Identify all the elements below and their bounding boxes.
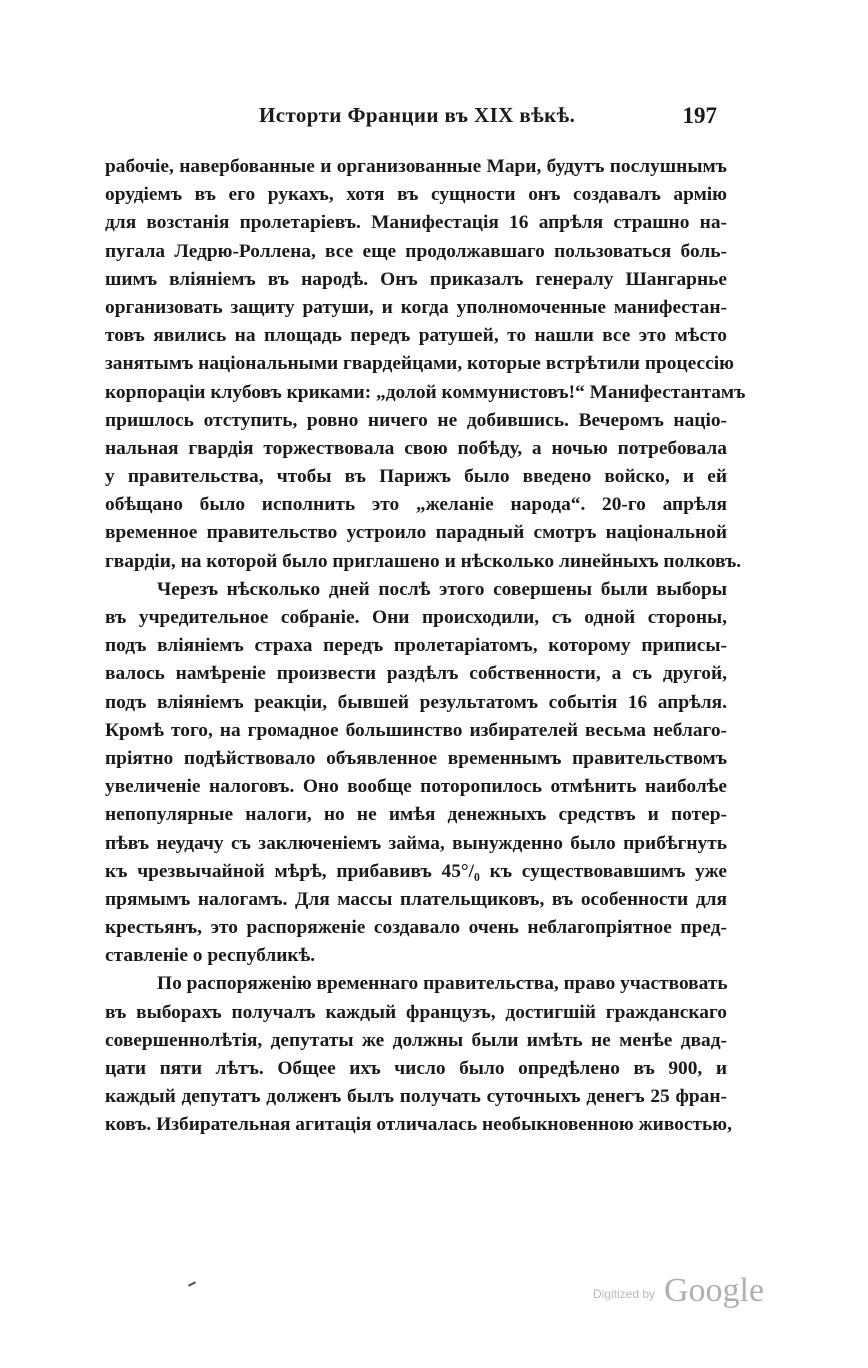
text-line: Кромѣ того, на громадное большинство избирателей весьма неблаго- — [105, 719, 727, 741]
ink-speck — [188, 1281, 196, 1286]
text-line: корпораціи клубовъ криками: „долой коммунистовъ!“ Манифестантамъ — [105, 381, 746, 403]
text-line: у правительства, чтобы въ Парижъ было введено войско, и ей — [105, 466, 727, 488]
text-line: увеличеніе налоговъ. Оно вообще поторопилось отмѣнить наиболѣе — [105, 776, 727, 798]
text-line: пѣвъ неудачу съ заключеніемъ займа, вынужденно было прибѣгнуть — [105, 832, 727, 854]
text-line: ставленіе о республикѣ. — [105, 945, 316, 967]
text-line: обѣщано было исполнить это „желаніе народа“. 20-го апрѣля — [105, 494, 727, 516]
body-text — [105, 153, 746, 1140]
text-line: совершеннолѣтія, депутаты же должны были имѣть не менѣе двад- — [105, 1029, 727, 1051]
text-line: въ выборахъ получалъ каждый французъ, достигшій гражданскаго — [105, 1001, 727, 1023]
text-line: для возстанія пролетаріевъ. Манифестація 16 апрѣля страшно на- — [105, 212, 727, 234]
text-line: товъ явились на площадь передъ ратушей, то нашли все это мѣсто — [105, 325, 727, 347]
text-line: занятымъ національными гвардейцами, которые встрѣтили процессію — [105, 353, 734, 375]
text-line: въ учредительное собраніе. Они происходили, съ одной стороны, — [105, 607, 727, 628]
text-line: организовать защиту ратуши, и когда уполномоченные манифестан- — [105, 296, 727, 318]
text-line: гвардіи, на которой было приглашено и нѣсколько линейныхъ полковъ. — [105, 550, 742, 572]
running-header — [105, 103, 717, 133]
text-line: орудіемъ въ его рукахъ, хотя въ сущности онъ создавалъ армію — [105, 184, 727, 206]
text-line: непопулярные налоги, но не имѣя денежныхъ средствъ и потер- — [105, 804, 727, 826]
text-line: Черезъ нѣсколько дней послѣ этого совершены были выборы — [157, 578, 727, 600]
text-line: пугала Ледрю-Роллена, все еще продолжавшаго пользоваться боль- — [105, 240, 727, 262]
text-line: пріятно подѣйствовало объявленное временнымъ правительствомъ — [105, 747, 727, 769]
text-line: нальная гвардія торжествовала свою побѣду, а ночью потребовала — [105, 437, 727, 459]
text-line: подъ вліяніемъ реакціи, бывшей результатомъ событія 16 апрѣля. — [105, 691, 727, 713]
running-title: Исторти Франции въ XIX вѣкѣ. — [259, 103, 576, 127]
text-line: временное правительство устроило парадный смотръ національной — [105, 522, 727, 544]
paragraph — [105, 576, 727, 971]
google-logo: Google — [664, 1272, 765, 1309]
text-line: пришлось отступить, ровно ничего не добившись. Вечеромъ націо- — [105, 409, 727, 431]
text-line: прямымъ налогамъ. Для массы плательщиковъ, въ особенности для — [105, 888, 727, 910]
text-line: къ чрезвычайной мѣрѣ, прибавивъ 45°/₀ къ существовавшимъ уже — [105, 860, 727, 882]
text-line: крестьянъ, это распоряженіе создавало очень неблагопріятное пред- — [105, 917, 727, 939]
paragraph — [105, 970, 732, 1139]
paragraph — [105, 153, 746, 576]
page-number: 197 — [682, 103, 717, 128]
text-line: По распоряженію временнаго правительства, право участвовать — [157, 973, 728, 995]
text-line: ковъ. Избирательная агитація отличалась необыкновенною живостью, — [105, 1114, 732, 1136]
digitized-by-google-watermark — [593, 1272, 773, 1312]
text-line: каждый депутатъ долженъ былъ получать суточныхъ денегъ 25 фран- — [105, 1086, 727, 1108]
watermark-prefix: Digitized by — [593, 1287, 656, 1301]
text-line: валось намѣреніе произвести раздѣлъ собственности, а съ другой, — [105, 663, 727, 685]
text-line: рабочіе, навербованные и организованные Мари, будутъ послушнымъ — [105, 156, 727, 177]
text-line: шимъ вліяніемъ въ народѣ. Онъ приказалъ генералу Шангарнье — [105, 268, 727, 290]
text-line: цати пяти лѣтъ. Общее ихъ число было опредѣлено въ 900, и — [105, 1058, 727, 1079]
text-line: подъ вліяніемъ страха передъ пролетаріатомъ, которому приписы- — [105, 635, 727, 657]
